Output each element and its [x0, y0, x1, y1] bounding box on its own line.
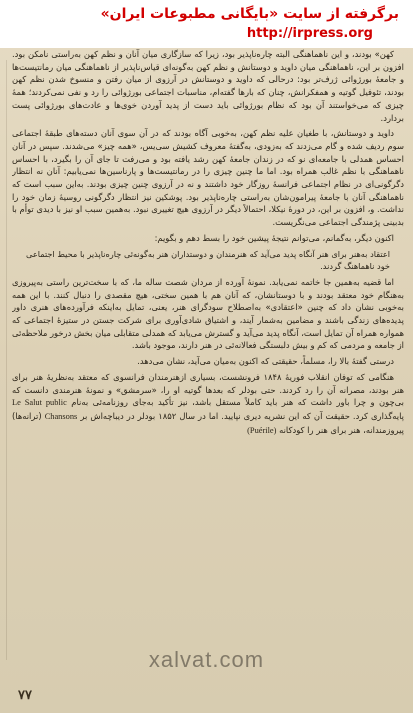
paragraph-1: کهن» بودند، و این ناهماهنگی البته چاره‌ناپذیر بود، زیرا که سازگاری میان آنان و نظم کهن به‌راستی نامکن بود. افزون بر این، ناهماهنگی میان داوید و دوستانش و نظم کهن به‌گونه‌ای قیاس‌ناپذیر از ناهماهنگی میان رمانتیست‌ها و جامعهٔ بورژوائی ژرف‌تر بود: درحالی که داوید و دوستانش در آرزوی از میان رفتن و منسوخ شدن نظم کهن بودند، تئوفیل گوتیه و همفکرانش، چنان که بارها گفته‌ام، مناسبات اجتماعی بورژوائی را رد و نفی نمی‌کردند؛ همهٔ چیزی که می‌خواستند آن بود که نظام بورژوائی باید دست از پدید آوردن خوی‌ها و عادت‌های بورژوائی پست بردارد. [12, 49, 404, 123]
paragraph-6-continued: پایه‌گذاری کرد. حقیقت آن که این نشریه دیری نپایید. اما در سال ۱۸۵۲ بودلر در دیباچه‌اش بر [80, 410, 404, 421]
footer-watermark: xalvat.com [148, 647, 265, 672]
latin-term-puerile: (Puérile) [247, 425, 277, 435]
latin-term-salut-public: Le Salut public [12, 398, 67, 408]
watermark-site-title: برگرفته از سایت «بایگانی مطبوعات ایران» [100, 6, 399, 22]
watermark-site-url[interactable]: http://irpress.org [246, 26, 373, 41]
paragraph-4: اما قضیه به‌همین جا خاتمه نمی‌یابد. نمونهٔ آورده از مردان شصت ساله ما، که با سخت‌ترین راستی به‌پیروزی به‌هنگام خود معتقد بودند و با دوستانشان، که آنان هم با همین سختی، هیچ مقصدی را دنبال کنند. با این همه به‌خوبی نشان داد که چنین «اعتقادی» به‌اصطلاح سودگرای هنر، یعنی، تمایل به‌اینکه فرآورده‌های هنری داور پدیده‌های زندگی باشند و مضامین به‌شمار آیند، و اشتیاق شادی‌آوری برای شرکت جستن در ستیزهٔ اجتماعی که همواره همراه آن تمایل است، آنگاه پدید می‌آید و گسترش می‌یابد که همدلی متقابلی میان بخش درخور ملاحظه‌ئی از جامعه و مردمی که کم و بیش دلبستگی فعالانه‌ئی در هنر دارند، موجود باشد. [12, 276, 404, 351]
paragraph-5: درستی گفتهٔ بالا را، مسلماً، حقیقتی که اکنون به‌میان می‌آید، نشان می‌دهد. [137, 356, 394, 367]
paragraph-6-text: هنگامی که توفان انقلاب فوریهٔ ۱۸۴۸ فرونشست، بسیاری ازهنرمندان فرانسوی که معتقد به‌نظریهٔ هنر برای هنر بودند، مصرانه آن را رد کردند. حتی بودلر که بعدها گوتیه او را، «سرمشق» و نمونهٔ هنرمندی دانست که بی‌چون و چرا باور داشت که هنر باید کاملاً مستقل باشد، نیز تأکید به‌جای روزنامه‌ئی به‌نام [12, 371, 404, 408]
paragraph-3: اکنون دیگر، به‌گمانم، می‌توانم نتیجهٔ پیشین خود را بسط دهم و بگویم: [154, 232, 394, 243]
paragraph-6 [12, 371, 404, 438]
page-number: ۷۷ [18, 687, 32, 702]
page-body-text [12, 48, 404, 658]
paragraph-quote: اعتقاد به‌هنر برای هنر آنگاه پدید می‌آید که هنرمندان و دوستداران هنر به‌گونه‌ئی چاره‌ناپذیر با محیط اجتماعی خود ناهماهنگ گردند. [26, 248, 390, 272]
page-gutter-shadow [6, 60, 7, 660]
paragraph-6-end: (ترانه‌ها) پیروزمندانه، هنر برای هنر را کودکانه [12, 410, 404, 435]
paragraph-2: داوید و دوستانش، با طغیان علیه نظم کهن، به‌خوبی آگاه بودند که در آن سوی آنان دسته‌های طبقهٔ اجتماعی سوم ردیف شده و گام می‌زدند که به‌زودی، به‌گفتهٔ معروف کشیش سی‌یس، «همه چیز» می‌شدند. سپس در آنان احساس همدلی با جامعه‌ای نو که در زندان جامعهٔ کهن رشد یافته بود و می‌رفت تا جای آن را بگیرد، با احساس ناهماهنگی با نظم غالب همراه بود. اما ما چنین چیزی را در رمانتیست‌ها و پارناسین‌ها نمی‌یابیم: آنان نه انتظار دگرگونی‌ای در نظام اجتماعی فرانسهٔ روزگار خود داشتند و نه در آرزوی چنین چیزی بودند. به‌این سبب است که ناهماهنگی آنان با جامعهٔ پیرامون‌شان به‌راستی چاره‌ناپذیر بود. پوشکین نیز انتظار دگرگونی روسیهٔ زمان خود را نداشت. و، افزون بر این، در دورهٔ نیکلا، احتمالاً دیگر در آرزوی هیچ تغییری نبود. به‌همین سبب او نیز با دیدی توأم با بدبینی پژمندگی اجتماعی می‌نگریست. [12, 128, 404, 228]
latin-term-chansons: Chansons [44, 411, 78, 421]
watermark-header [0, 0, 413, 48]
